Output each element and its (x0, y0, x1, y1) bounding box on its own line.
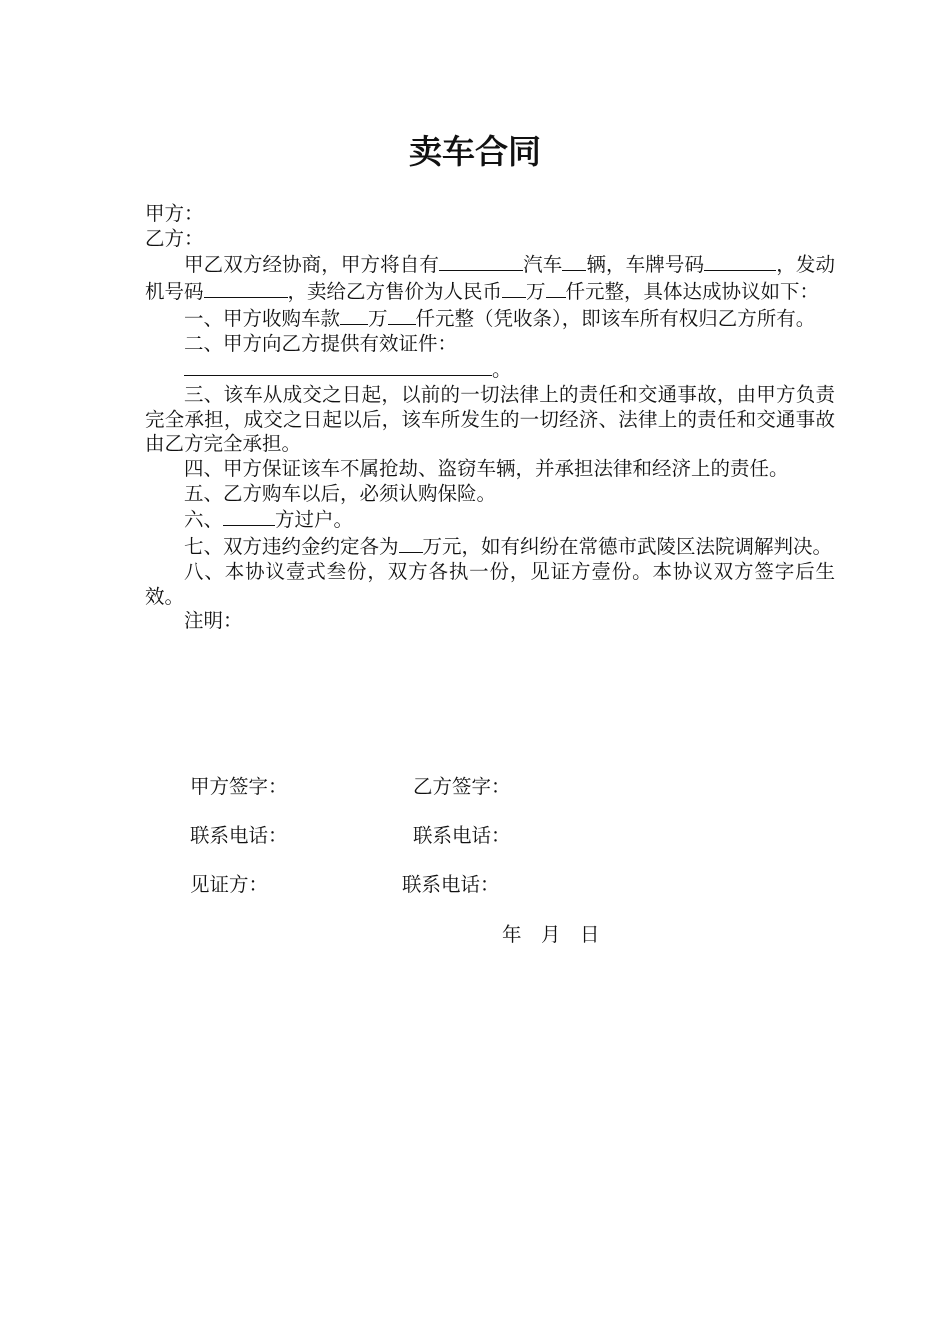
clause-6-text-2: 方过户。 (275, 508, 354, 532)
clause-2-end: 。 (492, 358, 512, 382)
engine-number-blank[interactable] (204, 278, 288, 298)
clause-2-certificates-line (145, 356, 835, 383)
party-a-line: 甲方： (145, 202, 204, 225)
clause-3: 三、该车从成交之日起，以前的一切法律上的责任和交通事故，由甲方负责完全承担，成交之日起以后，该车所发生的一切经济、法律上的责任和交通事故由乙方完全承担。 (145, 382, 835, 456)
clause-6 (145, 506, 835, 533)
intro-text-1: 甲乙双方经协商，甲方将自有 (184, 253, 439, 277)
party-a-phone-label: 联系电话： (190, 824, 288, 847)
clause-1-text-1: 一、甲方收购车款 (184, 306, 341, 330)
transfer-party-blank[interactable] (223, 506, 275, 526)
intro-text-7: 仟元整，具体达成协议如下： (565, 280, 820, 304)
car-brand-blank[interactable] (439, 251, 523, 271)
clause-1 (145, 305, 835, 332)
witness-phone-label: 联系电话： (402, 873, 500, 896)
clause-1-text-3: 仟元整（凭收条），即该车所有权归乙方所有。 (415, 306, 816, 330)
intro-text-3: 辆，车牌号码 (586, 253, 705, 277)
price-wan-blank[interactable] (502, 278, 526, 298)
clause-1-text-2: 万 (368, 306, 388, 330)
party-b-line: 乙方： (145, 226, 204, 250)
price-qian-blank[interactable] (546, 278, 566, 298)
certificates-blank[interactable] (184, 356, 492, 376)
car-count-blank[interactable] (562, 251, 586, 271)
party-a-signature-label: 甲方签字： (190, 775, 288, 798)
clause-8: 八、本协议壹式叁份，双方各执一份，见证方壹份。本协议双方签字后生效。 (145, 559, 835, 608)
intro-text-2: 汽车 (522, 253, 563, 277)
note-line: 注明： (184, 609, 243, 633)
clause-2: 二、甲方向乙方提供有效证件： (184, 331, 458, 355)
clause-7-text-2: 万元，如有纠纷在常德市武陵区法院调解判决。 (422, 535, 833, 559)
intro-text-4: ，发动机号码 (145, 253, 835, 304)
clause-7-text-1: 七、双方违约金约定各为 (184, 535, 399, 559)
clause-4: 四、甲方保证该车不属抢劫、盗窃车辆，并承担法律和经济上的责任。 (184, 457, 789, 481)
clause-7 (145, 533, 835, 560)
clause-6-text-1: 六、 (184, 508, 224, 532)
contract-body (145, 202, 835, 634)
document-title: 卖车合同 (409, 132, 541, 171)
date-line: 年 月 日 (502, 923, 600, 946)
penalty-wan-blank[interactable] (399, 533, 423, 553)
party-b-signature-label: 乙方签字： (413, 775, 511, 798)
payment-qian-blank[interactable] (388, 305, 416, 325)
party-b-phone-label: 联系电话： (413, 824, 511, 847)
intro-paragraph (145, 251, 835, 304)
payment-wan-blank[interactable] (340, 305, 368, 325)
plate-number-blank[interactable] (704, 251, 776, 271)
intro-text-6: 万 (526, 280, 546, 304)
intro-text-5: ，卖给乙方售价为人民币 (287, 280, 503, 304)
clause-5: 五、乙方购车以后，必须认购保险。 (184, 481, 497, 505)
witness-label: 见证方： (190, 873, 269, 896)
